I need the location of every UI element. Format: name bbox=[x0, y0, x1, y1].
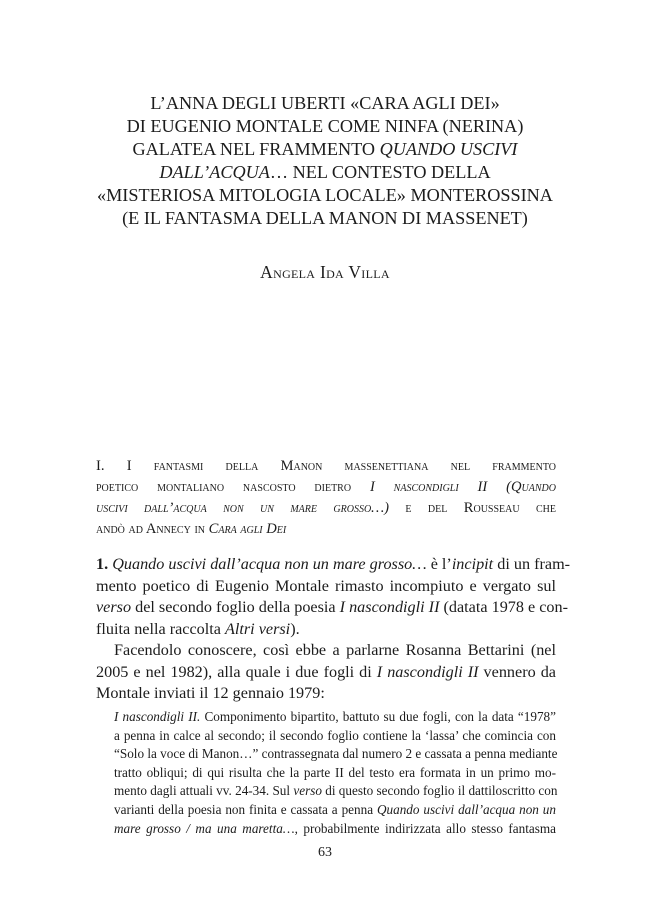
page-number: 63 bbox=[318, 845, 332, 860]
paragraph: Facendolo conoscere, così ebbe a parlarne Rosanna Bettarini (nel 2005 e nel 1982), alla quale i due fogli di I nascondigli II vennero da Montale inviati il 12 gennaio 1979: bbox=[96, 641, 556, 702]
title-line: DALL’ACQUA… NEL CONTESTO DELLA bbox=[159, 162, 491, 182]
title-line: GALATEA NEL FRAMMENTO QUANDO USCIVI bbox=[132, 139, 518, 159]
section-heading: I. I fantasmi della Manon massenettiana nel frammento poetico montaliano nascosto dietro I nascondigli II (Quando uscivi dall’acqua non un mare grosso…) e del Rousseau che andò ad Annecy in Cara agli Dei bbox=[96, 458, 557, 537]
paragraph: 1. Quando uscivi dall’acqua non un mare grosso… è l’incipit di un fram- mento poetico di Eugenio Montale rimasto incompiuto e vergato sul verso del secondo foglio della poesia I nascondigli II (datata 1978 e con- fluita nella raccolta Altri versi). bbox=[96, 555, 571, 638]
author-name: Angela Ida Villa bbox=[260, 262, 390, 282]
title-line: DI EUGENIO MONTALE COME NINFA (NERINA) bbox=[126, 116, 524, 136]
article-title bbox=[0, 92, 650, 230]
title-line: L’ANNA DEGLI UBERTI «CARA AGLI DEI» bbox=[150, 93, 500, 113]
body-text bbox=[96, 554, 571, 705]
title-line: (E IL FANTASMA DELLA MANON DI MASSENET) bbox=[122, 208, 528, 228]
title-line: «MISTERIOSA MITOLOGIA LOCALE» MONTEROSSINA bbox=[97, 185, 553, 205]
paragraph-number: 1. bbox=[96, 555, 109, 573]
block-quote: I nascondigli II. Componimento bipartito, battuto su due fogli, con la data “1978” a penna in calce al secondo; il secondo foglio contiene la ‘lassa’ che comincia con “Solo la voce di Manon…” contrassegnata dal numero 2 e cassata a penna mediante tratto obliqui; di qui risulta che la parte II del testo era formata in un primo mo- mento dagli attuali vv. 24-34. Sul verso di questo secondo foglio il dattiloscritto con varianti della poesia non finita e cassata a penna Quando uscivi dall’acqua non un mare grosso / ma una maretta…, probabilmente indirizzata allo stesso fantasma bbox=[114, 709, 558, 836]
